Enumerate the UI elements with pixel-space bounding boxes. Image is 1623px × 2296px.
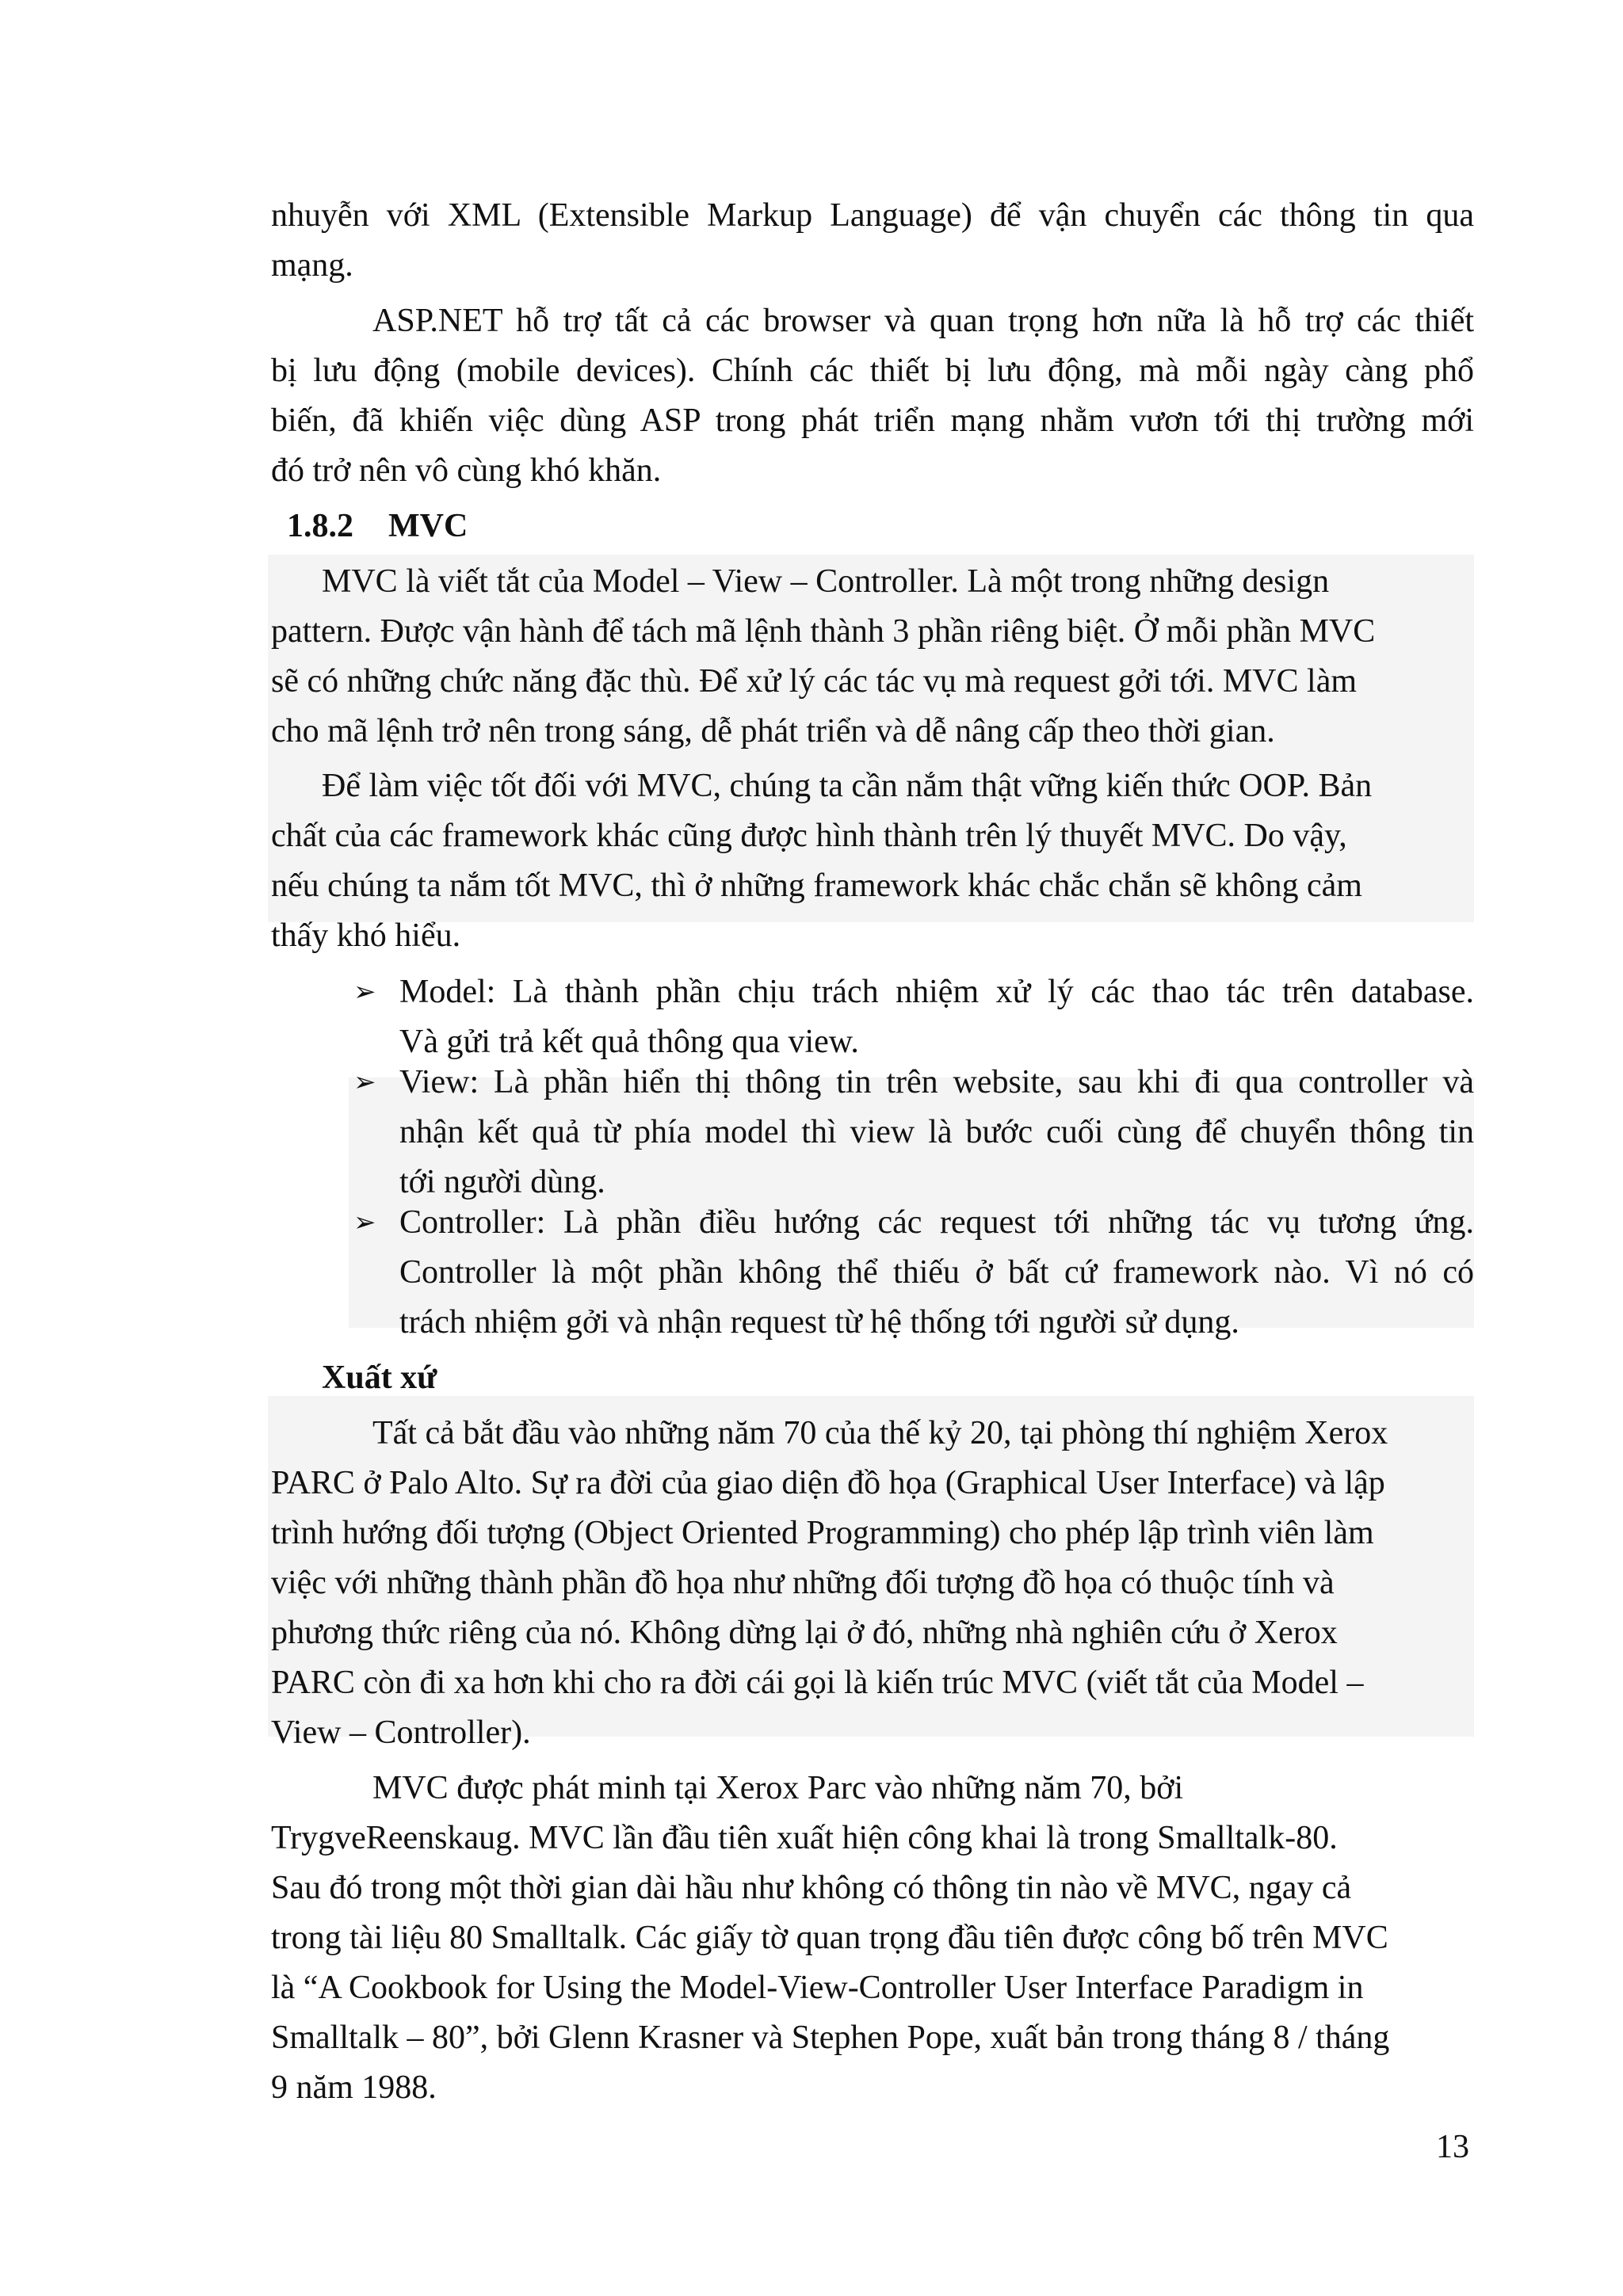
origin-p2-line-2: TrygveReenskaug. MVC lần đầu tiên xuất hiện công khai là trong Smalltalk-80. — [271, 1820, 1338, 1856]
bullet-marker-icon: ➢ — [353, 1066, 376, 1098]
intro-line-2: mạng. — [271, 247, 353, 284]
origin-p1-line-7: View – Controller). — [271, 1714, 531, 1751]
aspnet-line-4: đó trở nên vô cùng khó khăn. — [271, 452, 662, 489]
mvc-p1-line-3: sẽ có những chức năng đặc thù. Để xử lý các tác vụ mà request gởi tới. MVC làm — [271, 663, 1358, 700]
origin-p2-line-1: MVC được phát minh tại Xerox Parc vào những năm 70, bởi — [372, 1770, 1184, 1806]
bullet-controller-line-2: Controller là một phần không thể thiếu ở bất cứ framework nào. Vì nó có — [399, 1254, 1474, 1291]
origin-p1-line-4: việc với những thành phần đồ họa như những đối tượng đồ họa có thuộc tính và — [271, 1565, 1335, 1601]
origin-p1-line-1: Tất cả bắt đầu vào những năm 70 của thế kỷ 20, tại phòng thí nghiệm Xerox — [372, 1415, 1388, 1451]
origin-p1-line-2: PARC ở Palo Alto. Sự ra đời của giao diện đồ họa (Graphical User Interface) và lập — [271, 1465, 1385, 1501]
mvc-p2-line-4: thấy khó hiểu. — [271, 917, 461, 954]
mvc-p2-line-3: nếu chúng ta nắm tốt MVC, thì ở những framework khác chắc chắn sẽ không cảm — [271, 868, 1362, 904]
aspnet-line-2: bị lưu động (mobile devices). Chính các thiết bị lưu động, mà mỗi ngày càng phổ — [271, 353, 1474, 389]
origin-p2-line-7: 9 năm 1988. — [271, 2069, 437, 2106]
bullet-model-line-2: Và gửi trả kết quả thông qua view. — [399, 1024, 859, 1060]
intro-line-1: nhuyễn với XML (Extensible Markup Language) để vận chuyển các thông tin qua — [271, 197, 1474, 234]
section-title: MVC — [388, 508, 468, 544]
origin-p1-line-5: phương thức riêng của nó. Không dừng lại ở đó, những nhà nghiên cứu ở Xerox — [271, 1615, 1338, 1651]
section-number: 1.8.2 — [287, 508, 353, 544]
bullet-controller-line-3: trách nhiệm gởi và nhận request từ hệ thống tới người sử dụng. — [399, 1304, 1239, 1341]
bullet-marker-icon: ➢ — [353, 976, 376, 1008]
bullet-marker-icon: ➢ — [353, 1207, 376, 1238]
mvc-p2-line-1: Để làm việc tốt đối với MVC, chúng ta cần nắm thật vững kiến thức OOP. Bản — [322, 768, 1373, 804]
origin-p2-line-4: trong tài liệu 80 Smalltalk. Các giấy tờ quan trọng đầu tiên được công bố trên MVC — [271, 1920, 1388, 1956]
origin-p2-line-6: Smalltalk – 80”, bởi Glenn Krasner và Stephen Pope, xuất bản trong tháng 8 / tháng — [271, 2019, 1390, 2056]
origin-p2-line-5: là “A Cookbook for Using the Model-View-Controller User Interface Paradigm in — [271, 1970, 1364, 2006]
origin-p1-line-3: trình hướng đối tượng (Object Oriented Programming) cho phép lập trình viên làm — [271, 1515, 1374, 1551]
page-number: 13 — [1436, 2129, 1469, 2165]
mvc-p1-line-4: cho mã lệnh trở nên trong sáng, dễ phát triển và dễ nâng cấp theo thời gian. — [271, 713, 1275, 749]
mvc-p1-line-2: pattern. Được vận hành để tách mã lệnh thành 3 phần riêng biệt. Ở mỗi phần MVC — [271, 613, 1376, 650]
bullet-view-line-3: tới người dùng. — [399, 1164, 605, 1200]
origin-heading: Xuất xứ — [322, 1360, 437, 1396]
bullet-controller-line-1: Controller: Là phần điều hướng các request tới những tác vụ tương ứng. — [399, 1204, 1474, 1241]
bullet-model-line-1: Model: Là thành phần chịu trách nhiệm xử lý các thao tác trên database. — [399, 974, 1474, 1010]
origin-p1-line-6: PARC còn đi xa hơn khi cho ra đời cái gọi là kiến trúc MVC (viết tắt của Model – — [271, 1665, 1364, 1701]
bullet-view-line-1: View: Là phần hiển thị thông tin trên website, sau khi đi qua controller và — [399, 1064, 1474, 1100]
mvc-p2-line-2: chất của các framework khác cũng được hình thành trên lý thuyết MVC. Do vậy, — [271, 818, 1347, 854]
aspnet-line-1: ASP.NET hỗ trợ tất cả các browser và quan trọng hơn nữa là hỗ trợ các thiết — [372, 303, 1474, 339]
mvc-p1-line-1: MVC là viết tắt của Model – View – Controller. Là một trong những design — [322, 563, 1330, 600]
aspnet-line-3: biến, đã khiến việc dùng ASP trong phát triển mạng nhằm vươn tới thị trường mới — [271, 402, 1474, 439]
bullet-view-line-2: nhận kết quả từ phía model thì view là bước cuối cùng để chuyển thông tin — [399, 1114, 1474, 1150]
origin-p2-line-3: Sau đó trong một thời gian dài hầu như không có thông tin nào về MVC, ngay cả — [271, 1870, 1352, 1906]
